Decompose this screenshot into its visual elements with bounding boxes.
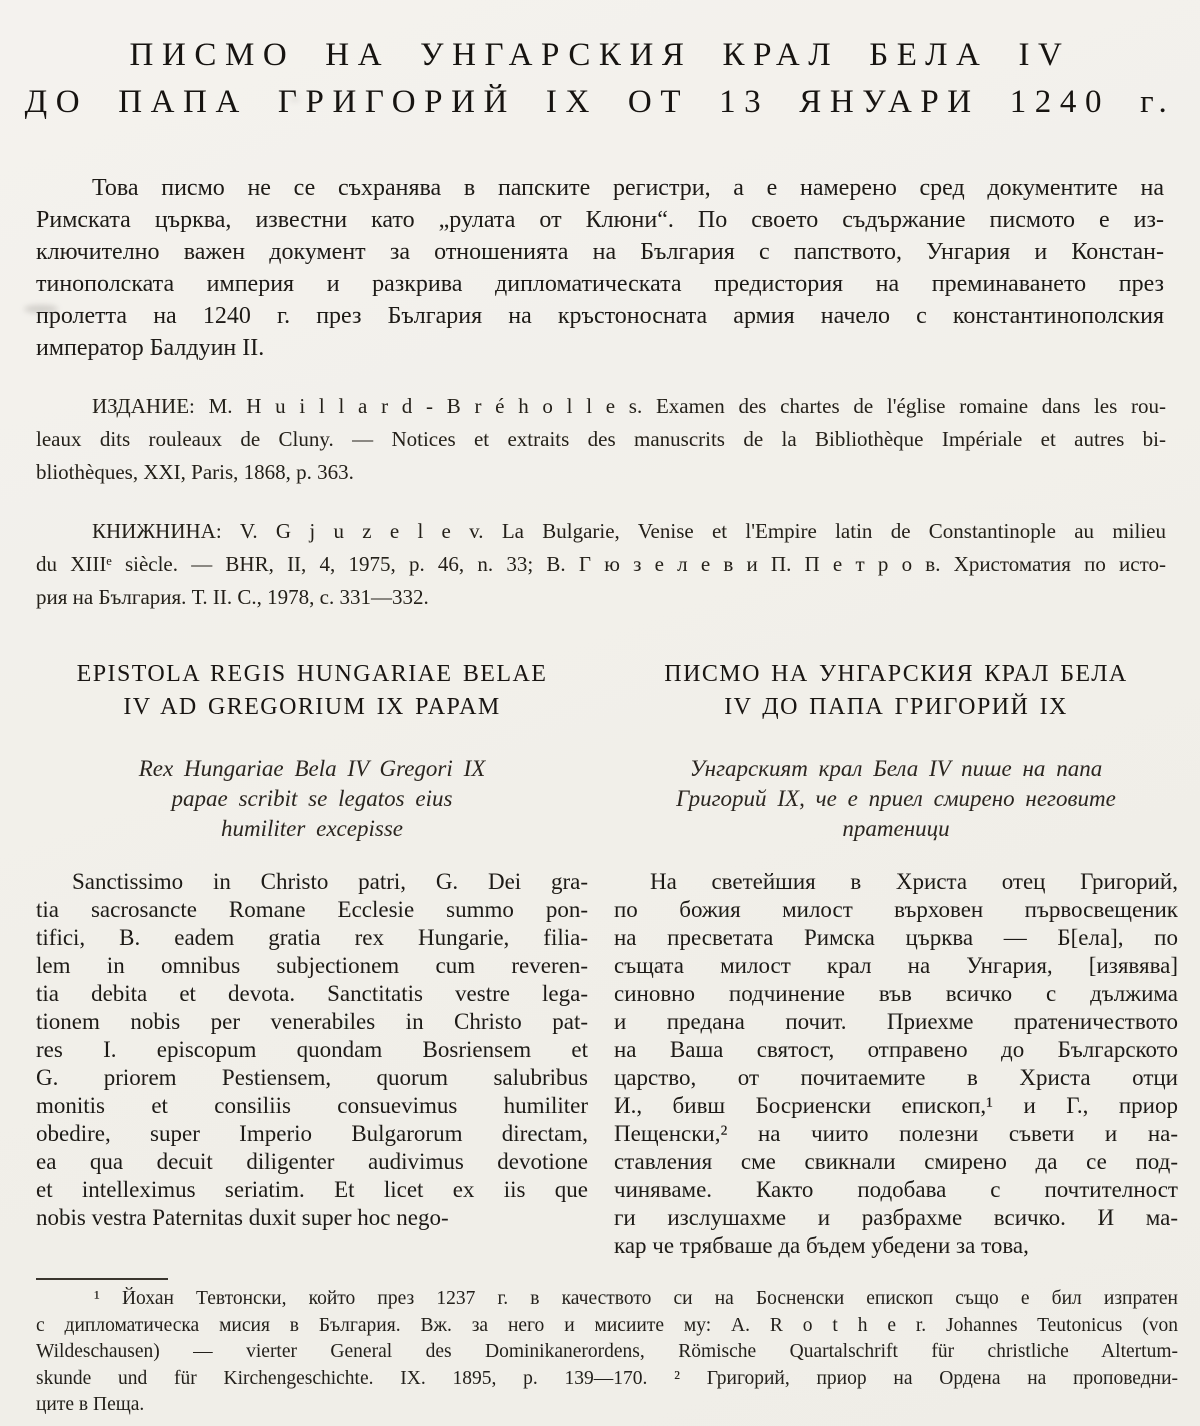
footnotes-block: ¹ Йохан Тевтонски, който през 1237 г. в качеството си на Босненски епископ също е бил изпратен с дипломатическа мисия в България. Вж. за него и мисиите му: A. R o t h e r. Johannes Teutonicus (von Wildeschausen) — vierter General des Dominikanerordens, Römische Quartalschrift für christliche Altertum- skunde und für Kirchengeschichte. IX. 1895, p. 139—170. ² Григорий, приор на Ордена на проповедни- ците в Пеща. <box>36 1288 1178 1415</box>
latin-column <box>36 658 588 1260</box>
parallel-text-columns <box>36 658 1178 1260</box>
document-title-line-1: ПИСМО НА УНГАРСКИЯ КРАЛ БЕЛА IV <box>129 37 1071 73</box>
bulgarian-column-body: На светейшия в Христа отец Григорий, по божия милост върховен първосвещеник на пресветата Римска църква — Б[ела], по същата милост крал на Унгария, [изявява] синовно подчинение във всичко с дължима и предана почит. Приехме пратеничеството на Ваша святост, отправено до Българското царство, от почитаемите в Христа отци И., бивш Босриенски епископ,¹ и Г., приор Пещенски,² на чиито полезни съвети и на- ставления сме свикнали смирено да се под- чиняваме. Както подобава с почтителност ги изслушахме и разбрахме всичко. И ма- кар че трябваше да бъдем убедени за това, <box>614 869 1178 1258</box>
bulgarian-column-subtitle: Унгарският крал Бела IV пише на папа Григорий IX, че е приел смирено неговите пратеници <box>676 756 1116 841</box>
latin-column-subtitle: Rex Hungariae Bela IV Gregori IX papae scribit se legatos eius humiliter excepisse <box>138 756 486 841</box>
latin-column-body: Sanctissimo in Christo patri, G. Dei gra- tia sacrosancte Romane Ecclesie summo pon- tifici, B. eadem gratia rex Hungarie, filia- lem in omnibus subjectionem cum reveren- tia debita et devota. Sanctitatis vestre lega- tionem nobis per venerabiles in Christo pat- res I. episcopum quondam Bosriensem et G. priorem Pestiensem, quorum salubribus monitis et consiliis consuevimus humiliter obedire, super Imperio Bulgarorum directam, ea qua decuit diligenter audivimus devotione et intelleximus seriatim. Et licet ex iis que nobis vestra Paternitas duxit super hoc nego- <box>36 869 588 1230</box>
bulgarian-column-heading: ПИСМО НА УНГАРСКИЯ КРАЛ БЕЛА IV ДО ПАПА ГРИГОРИЙ IX <box>664 661 1128 720</box>
bulgarian-column <box>614 658 1178 1260</box>
document-title <box>0 0 1200 126</box>
edition-note: ИЗДАНИЕ: M. H u i l l a r d - B r é h o l l e s. Examen des chartes de l'église romaine dans les rou- leaux dits rouleaux de Cluny. — Notices et extraits des manuscrits de la Bibliothèque Impériale et autres bi- bliothèques, XXI, Paris, 1868, p. 363. <box>36 394 1166 484</box>
intro-paragraph: Това писмо не се съхранява в папските регистри, а е намерено сред документите на Римската църква, известни като „рулата от Клюни“. По своето съдържание писмото е из- ключително важен документ за отношенията на България с папството, Унгария и Констан- тинополската империя и разкрива дипломатическата предистория на преминаването през пролетта на 1240 г. през България на кръстоносната армия начело с константинополския император Балдуин II. <box>36 175 1164 361</box>
latin-column-heading: EPISTOLA REGIS HUNGARIAE BELAE IV AD GREGORIUM IX PAPAM <box>76 661 548 720</box>
bibliography-note: КНИЖНИНА: V. G j u z e l e v. La Bulgarie, Venise et l'Empire latin de Constantinople au milieu du XIIIᵉ siècle. — BHR, II, 4, 1975, p. 46, n. 33; В. Г ю з е л е в и П. П е т р о в. Христоматия по исто- рия на България. Т. II. С., 1978, с. 331—332. <box>36 519 1166 609</box>
scan-artifact <box>24 305 58 313</box>
footnote-separator-rule <box>36 1278 168 1280</box>
scan-artifact <box>290 96 300 102</box>
document-title-line-2: ДО ПАПА ГРИГОРИЙ IX ОТ 13 ЯНУАРИ 1240 г. <box>24 84 1176 120</box>
